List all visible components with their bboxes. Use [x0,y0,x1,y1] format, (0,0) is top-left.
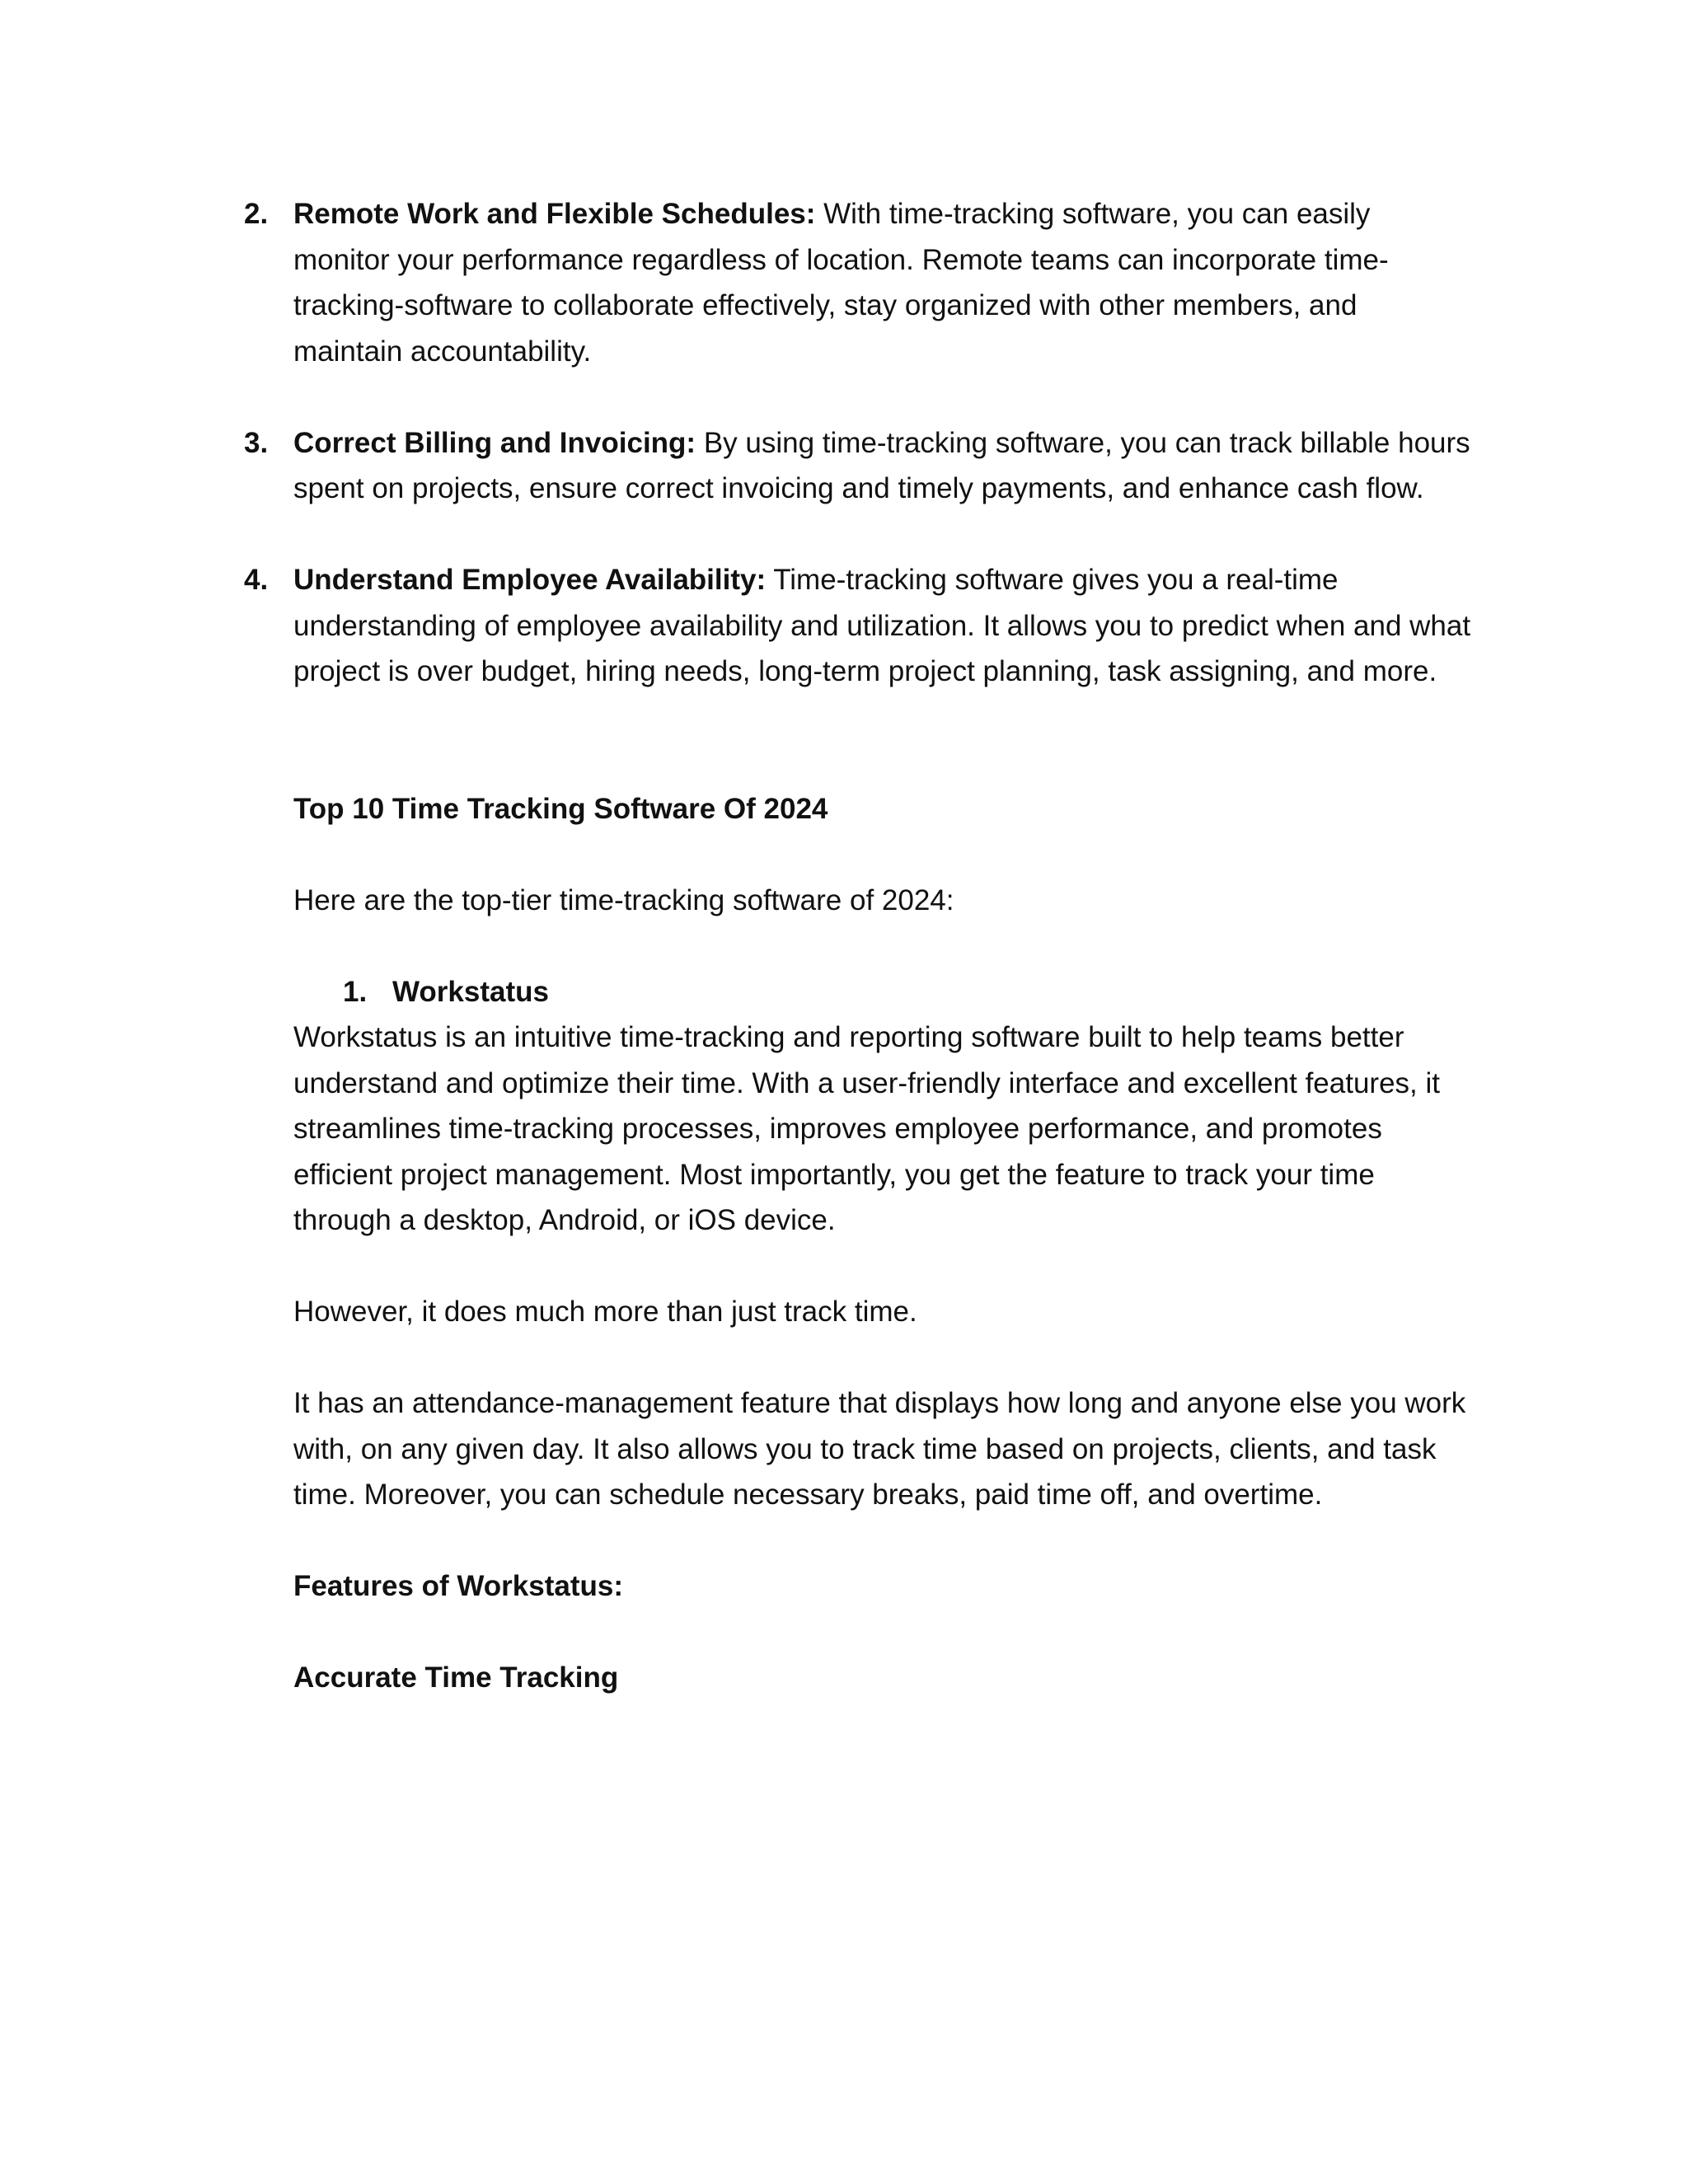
list-item-remote-work [244,191,1474,374]
list-number: 3. [244,426,269,459]
list-item-text: With time-tracking software, you can easily monitor your performance regardless of location. Remote teams can incorporate time-tracking-software to collaborate effectively, stay organized with other members, and maintain accountability. [293,198,1389,368]
sub-list-item-workstatus [343,969,1474,1015]
list-item-text: Time-tracking software gives you a real-time understanding of employee availability and utilization. It allows you to predict when and what project is over budget, hiring needs, long-term project planning, task assigning, and more. [293,564,1471,687]
list-number: 2. [244,198,269,230]
list-number: 4. [244,564,269,596]
list-item-title: Correct Billing and Invoicing: [293,426,696,459]
feature-title: Accurate Time Tracking [293,1661,619,1694]
list-item-title: Understand Employee Availability: [293,564,767,596]
list-item-availability [244,557,1474,695]
list-item-body [293,420,1474,512]
list-item-title: Remote Work and Flexible Schedules: [293,198,816,230]
sub-list-number: 1. [343,975,368,1008]
section-heading: Top 10 Time Tracking Software Of 2024 [293,792,828,825]
features-heading: Features of Workstatus: [293,1570,623,1602]
list-item-body [293,557,1474,695]
list-item-text: By using time-tracking software, you can track billable hours spent on projects, ensure correct invoicing and timely payments, and enhance cash flow. [293,426,1470,504]
sub-list-title: Workstatus [392,975,549,1008]
paragraph-description: Workstatus is an intuitive time-tracking and reporting software built to help teams better understand and optimize their time. With a user-friendly interface and excellent features, it streamlines time-tracking processes, improves employee performance, and promotes efficient project management. Most importantly, you get the feature to track your time through a desktop, Android, or iOS device. [293,1021,1440,1236]
list-item-billing [244,420,1474,512]
paragraph-more: However, it does much more than just track time. [293,1296,917,1328]
section-intro: Here are the top-tier time-tracking software of 2024: [293,883,954,916]
list-item-body [293,191,1474,374]
paragraph-attendance: It has an attendance-management feature that displays how long and anyone else you work with, on any given day. It also allows you to track time based on projects, clients, and task time. Moreover, you can schedule necessary breaks, paid time off, and overtime. [293,1387,1466,1511]
